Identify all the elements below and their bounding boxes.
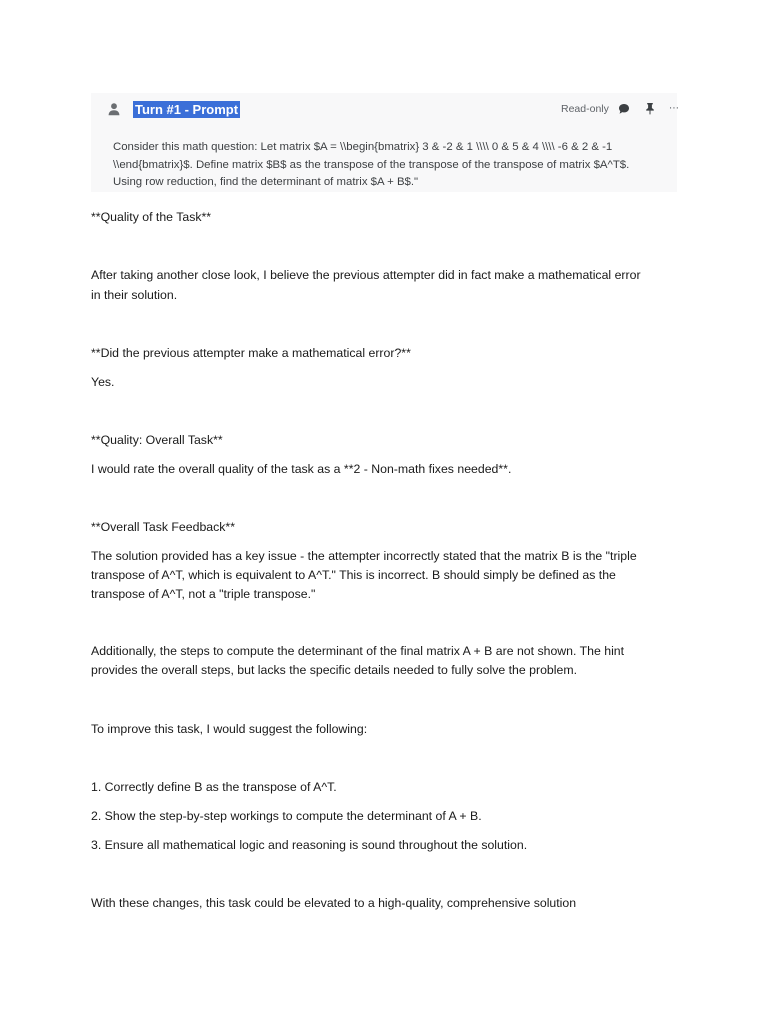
- prompt-card-title: Turn #1 - Prompt: [135, 102, 239, 117]
- feedback-heading: **Overall Task Feedback**: [91, 520, 235, 534]
- prompt-body-line: \\end{bmatrix}$. Define matrix $B$ as the transpose of the transpose of the transpose of matrix $A^T$.: [113, 158, 630, 171]
- feedback-paragraph-line: provides the overall steps, but lacks the specific details needed to fully solve the problem.: [91, 663, 577, 677]
- readonly-label: Read-only: [561, 103, 609, 115]
- user-icon: [107, 102, 121, 116]
- feedback-paragraph-line: The solution provided has a key issue - the attempter incorrectly stated that the matrix B is the "triple: [91, 549, 637, 563]
- quality-text-line: After taking another close look, I believe the previous attempter did in fact make a mathematical error: [91, 268, 641, 282]
- overall-heading: **Quality: Overall Task**: [91, 433, 223, 447]
- error-answer: Yes.: [91, 375, 115, 389]
- prompt-card: [91, 93, 677, 192]
- prompt-card-header: [91, 93, 677, 125]
- comment-icon[interactable]: [618, 103, 630, 115]
- more-icon[interactable]: ⋯: [669, 103, 679, 114]
- closing-text: With these changes, this task could be elevated to a high-quality, comprehensive solution: [91, 896, 577, 910]
- error-heading: **Did the previous attempter make a mathematical error?**: [91, 346, 411, 360]
- suggest-intro: To improve this task, I would suggest the following:: [91, 722, 368, 736]
- suggestion-item: 1. Correctly define B as the transpose of A^T.: [91, 780, 337, 794]
- suggestion-item: 2. Show the step-by-step workings to compute the determinant of A + B.: [91, 809, 482, 823]
- prompt-card-body: [113, 139, 675, 192]
- prompt-body-line: Using row reduction, find the determinant of matrix $A + B$.": [113, 176, 419, 188]
- overall-text: I would rate the overall quality of the task as a **2 - Non-math fixes needed**.: [91, 462, 512, 476]
- pin-icon[interactable]: [644, 102, 656, 115]
- quality-text-line: in their solution.: [91, 288, 178, 302]
- feedback-paragraph-line: Additionally, the steps to compute the determinant of the final matrix A + B are not shown. The hint: [91, 644, 625, 658]
- suggestion-item: 3. Ensure all mathematical logic and reasoning is sound throughout the solution.: [91, 838, 528, 852]
- quality-heading: **Quality of the Task**: [91, 210, 212, 224]
- feedback-paragraph-line: transpose of A^T, which is equivalent to A^T." This is incorrect. B should simply be defined as the: [91, 568, 616, 582]
- feedback-paragraph-line: transpose of A^T, not a "triple transpose.": [91, 587, 316, 601]
- prompt-body-line: Consider this math question: Let matrix $A = \\begin{bmatrix} 3 & -2 & 1 \\\\ 0 & 5 & 4 \\\\ -6 & 2 & -1: [113, 141, 613, 153]
